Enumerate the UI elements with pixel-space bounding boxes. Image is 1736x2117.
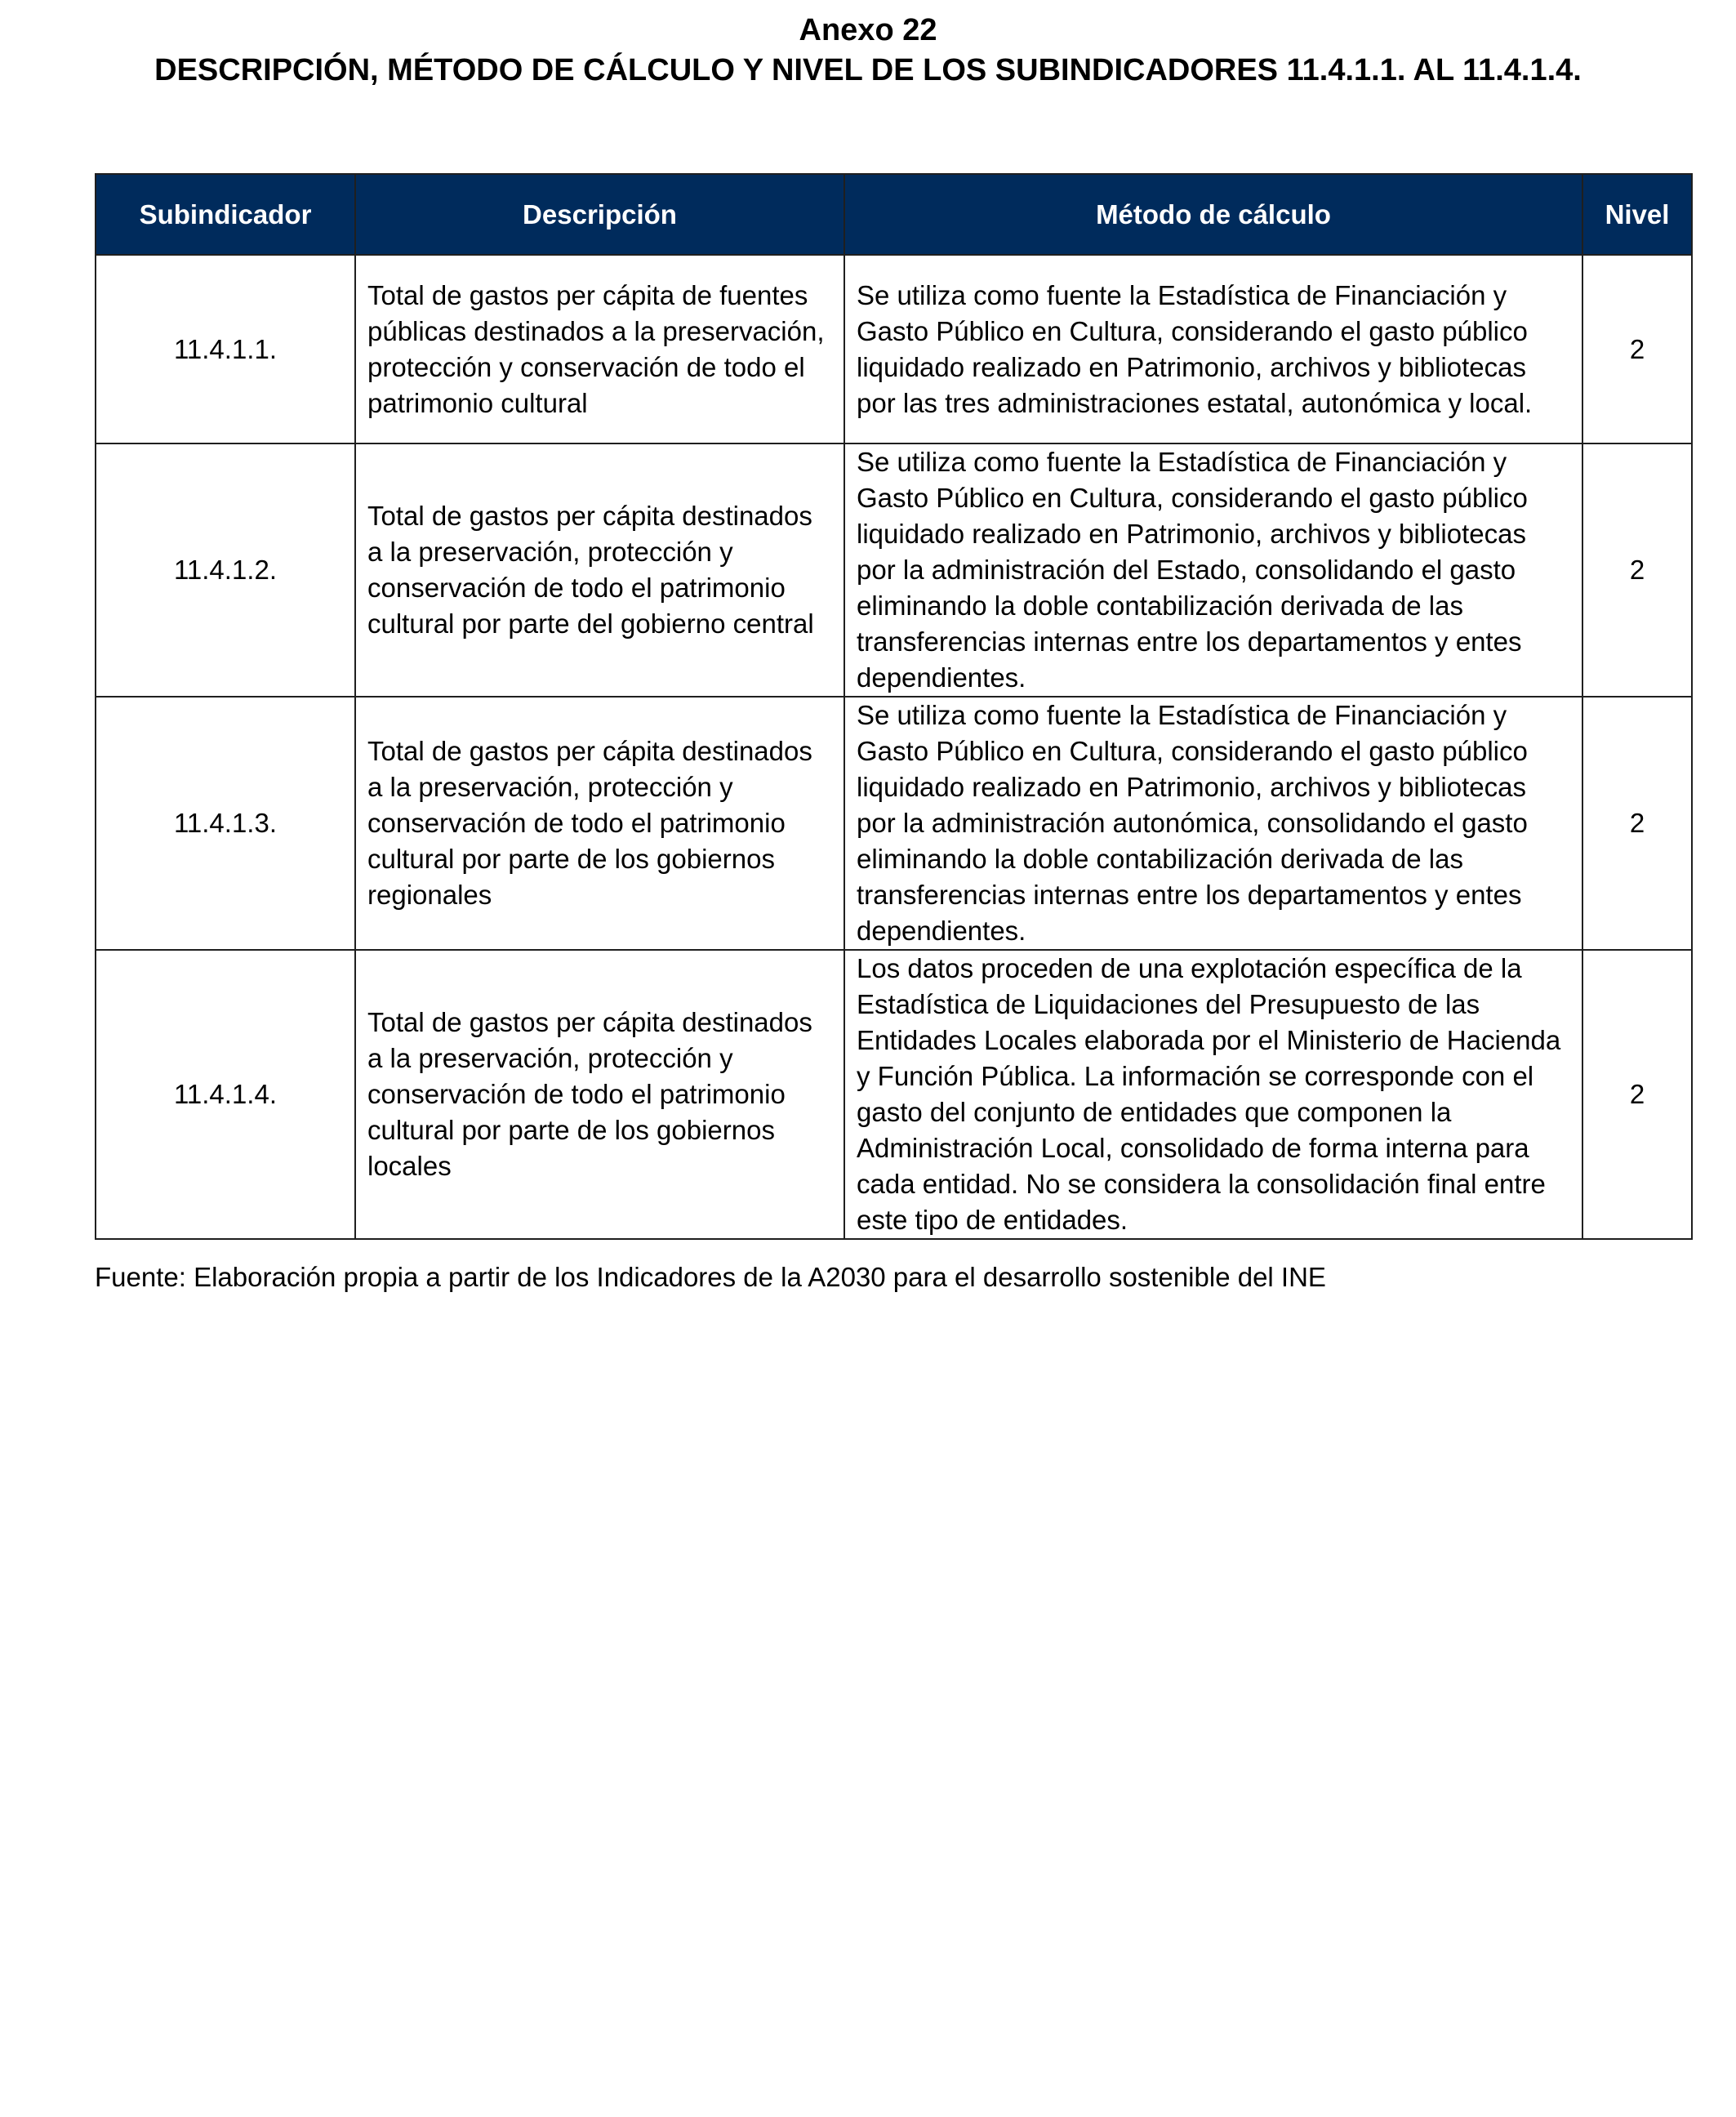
subindicador-cell: 11.4.1.3. <box>96 697 355 950</box>
document-heading: DESCRIPCIÓN, MÉTODO DE CÁLCULO Y NIVEL DE LOS SUBINDICADORES 11.4.1.1. AL 11.4.1.4. <box>154 53 1582 87</box>
subindicador-cell: 11.4.1.2. <box>96 443 355 697</box>
column-header-subindicador: Subindicador <box>96 174 355 255</box>
table-row <box>96 950 1692 1239</box>
metodo-cell: Se utiliza como fuente la Estadística de Financiación y Gasto Público en Cultura, considerando el gasto público liquidado realizado en Patrimonio, archivos y bibliotecas por la administración del Estado, consolidando el gasto eliminando la doble contabilización derivada de las transferencias internas entre los departamentos y entes dependientes. <box>844 443 1582 697</box>
descripcion-cell: Total de gastos per cápita destinados a la preservación, protección y conservación de todo el patrimonio cultural por parte del gobierno central <box>355 443 844 697</box>
subindicators-table <box>95 173 1693 1240</box>
subindicador-cell: 11.4.1.1. <box>96 255 355 443</box>
table-row <box>96 443 1692 697</box>
annex-title: Anexo 22 <box>799 13 937 47</box>
descripcion-cell: Total de gastos per cápita de fuentes públicas destinados a la preservación, protección y conservación de todo el patrimonio cultural <box>355 255 844 443</box>
document-title-block <box>0 11 1736 91</box>
nivel-cell: 2 <box>1582 443 1692 697</box>
nivel-cell: 2 <box>1582 950 1692 1239</box>
metodo-cell: Se utiliza como fuente la Estadística de Financiación y Gasto Público en Cultura, considerando el gasto público liquidado realizado en Patrimonio, archivos y bibliotecas por las tres administraciones estatal, autonómica y local. <box>844 255 1582 443</box>
metodo-cell: Los datos proceden de una explotación específica de la Estadística de Liquidaciones del Presupuesto de las Entidades Locales elaborada por el Ministerio de Hacienda y Función Pública. La información se corresponde con el gasto del conjunto de entidades que componen la Administración Local, consolidado de forma interna para cada entidad. No se considera la consolidación final entre este tipo de entidades. <box>844 950 1582 1239</box>
descripcion-cell: Total de gastos per cápita destinados a la preservación, protección y conservación de todo el patrimonio cultural por parte de los gobiernos locales <box>355 950 844 1239</box>
table-header-row <box>96 174 1692 255</box>
metodo-cell: Se utiliza como fuente la Estadística de Financiación y Gasto Público en Cultura, considerando el gasto público liquidado realizado en Patrimonio, archivos y bibliotecas por la administración autonómica, consolidando el gasto eliminando la doble contabilización derivada de las transferencias internas entre los departamentos y entes dependientes. <box>844 697 1582 950</box>
column-header-metodo: Método de cálculo <box>844 174 1582 255</box>
nivel-cell: 2 <box>1582 255 1692 443</box>
table-row <box>96 697 1692 950</box>
subindicador-cell: 11.4.1.4. <box>96 950 355 1239</box>
descripcion-cell: Total de gastos per cápita destinados a la preservación, protección y conservación de todo el patrimonio cultural por parte de los gobiernos regionales <box>355 697 844 950</box>
column-header-descripcion: Descripción <box>355 174 844 255</box>
table-row <box>96 255 1692 443</box>
column-header-nivel: Nivel <box>1582 174 1692 255</box>
source-note: Fuente: Elaboración propia a partir de los Indicadores de la A2030 para el desarrollo sostenible del INE <box>95 1262 1326 1292</box>
nivel-cell: 2 <box>1582 697 1692 950</box>
